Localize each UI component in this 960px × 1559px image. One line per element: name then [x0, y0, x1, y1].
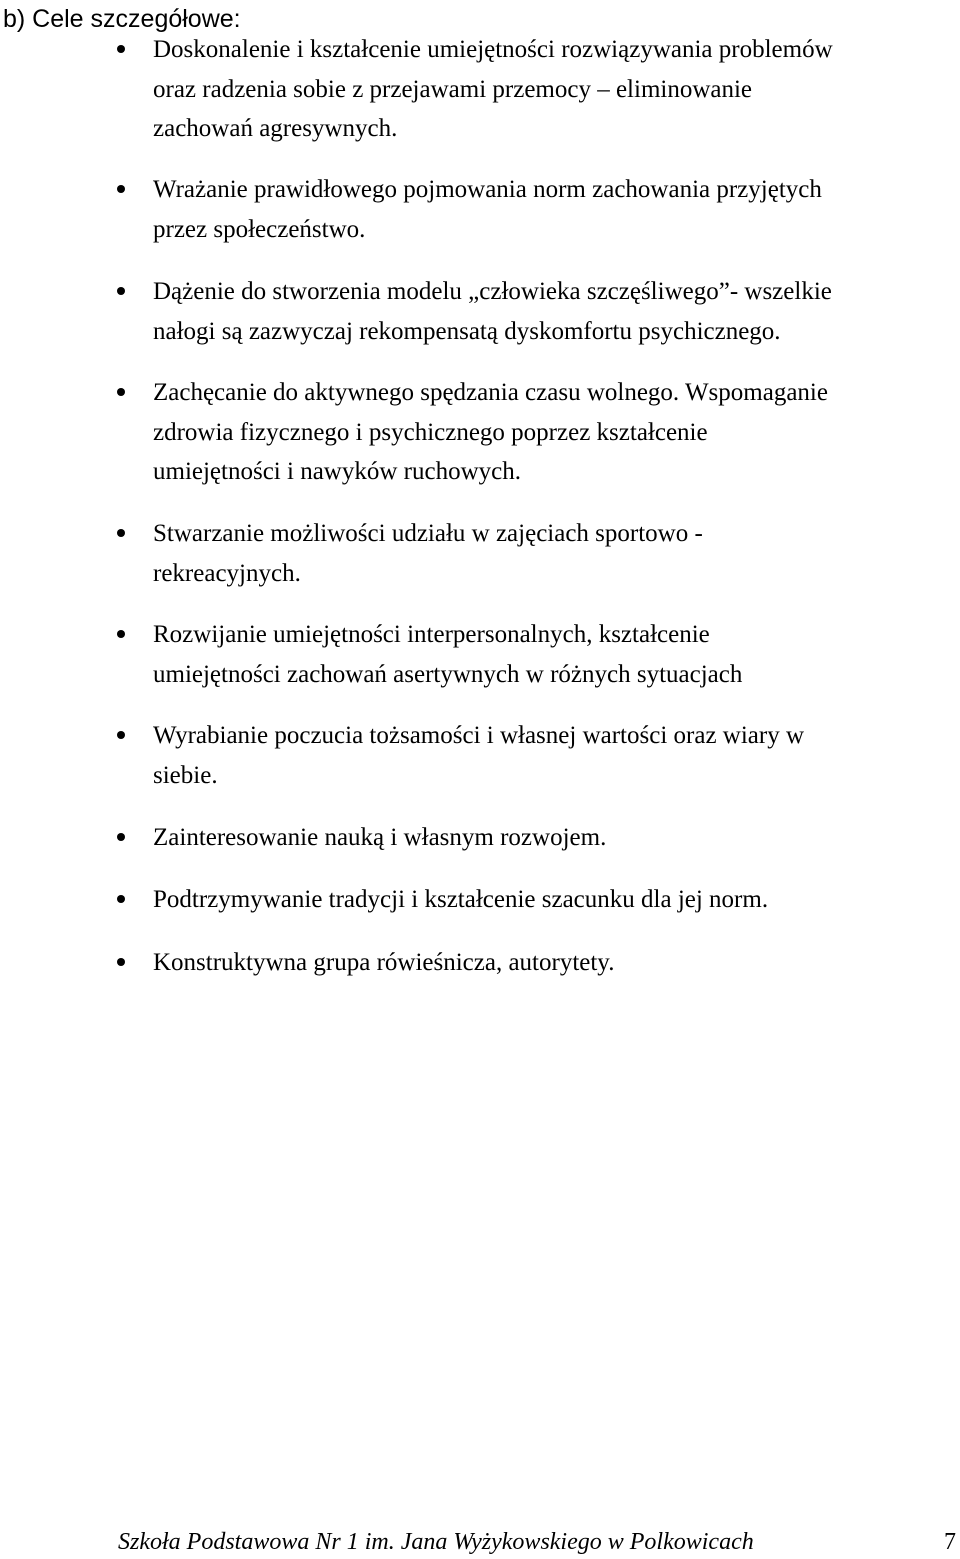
text-line: zdrowia fizycznego i psychicznego poprzez kształcenie — [153, 418, 708, 446]
footer-school-name: Szkoła Podstawowa Nr 1 im. Jana Wyżykowskiego w Polkowicach — [118, 1529, 754, 1555]
text-line: Podtrzymywanie tradycji i kształcenie szacunku dla jej norm. — [153, 886, 769, 913]
text-line: Stwarzanie możliwości udziału w zajęciach sportowo - — [153, 520, 703, 547]
text-line: Rozwijanie umiejętności interpersonalnych, kształcenie — [153, 621, 710, 648]
list-item-text — [153, 30, 959, 149]
list-item-text — [153, 880, 959, 920]
bullet-icon — [117, 958, 125, 966]
text-line: umiejętności i nawyków ruchowych. — [153, 458, 521, 485]
list-item-text — [153, 373, 959, 492]
text-line: Wrażanie prawidłowego pojmowania norm zachowania przyjętych — [153, 176, 822, 203]
text-line: Doskonalenie i kształcenie umiejętności rozwiązywania problemów — [153, 36, 833, 63]
list-item-text — [153, 943, 959, 983]
text-line: Konstruktywna grupa rówieśnicza, autorytety. — [153, 949, 615, 976]
bullet-icon — [117, 388, 125, 396]
list-item-text — [153, 272, 959, 351]
list-item-text — [153, 716, 959, 795]
list-item-text — [153, 514, 959, 593]
bullet-icon — [117, 185, 125, 193]
list-item-text — [153, 818, 959, 858]
bullet-icon — [117, 731, 125, 739]
bullet-icon — [117, 529, 125, 537]
text-line: oraz radzenia sobie z przejawami przemocy – eliminowanie — [153, 75, 753, 103]
list-item-text — [153, 170, 959, 249]
text-line: nałogi są zazwyczaj rekompensatą dyskomfortu psychicznego. — [153, 317, 781, 345]
text-line: umiejętności zachowań asertywnych w różnych sytuacjach — [153, 660, 743, 688]
text-line: Zachęcanie do aktywnego spędzania czasu wolnego. Wspomaganie — [153, 379, 828, 406]
bullet-icon — [117, 630, 125, 638]
bullet-icon — [117, 895, 125, 903]
section-heading: b) Cele szczegółowe: — [3, 5, 241, 33]
text-line: Dążenie do stworzenia modelu „człowieka szczęśliwego”- wszelkie — [153, 278, 832, 305]
bullet-icon — [117, 45, 125, 53]
list-item-text — [153, 615, 959, 694]
text-line: zachowań agresywnych. — [153, 115, 398, 142]
bullet-icon — [117, 287, 125, 295]
text-line: Zainteresowanie nauką i własnym rozwojem. — [153, 824, 607, 851]
page-number: 7 — [944, 1529, 956, 1555]
text-line: rekreacyjnych. — [153, 559, 301, 587]
bullet-icon — [117, 833, 125, 841]
text-line: przez społeczeństwo. — [153, 215, 366, 243]
text-line: Wyrabianie poczucia tożsamości i własnej wartości oraz wiary w — [153, 722, 805, 749]
text-line: siebie. — [153, 761, 218, 789]
